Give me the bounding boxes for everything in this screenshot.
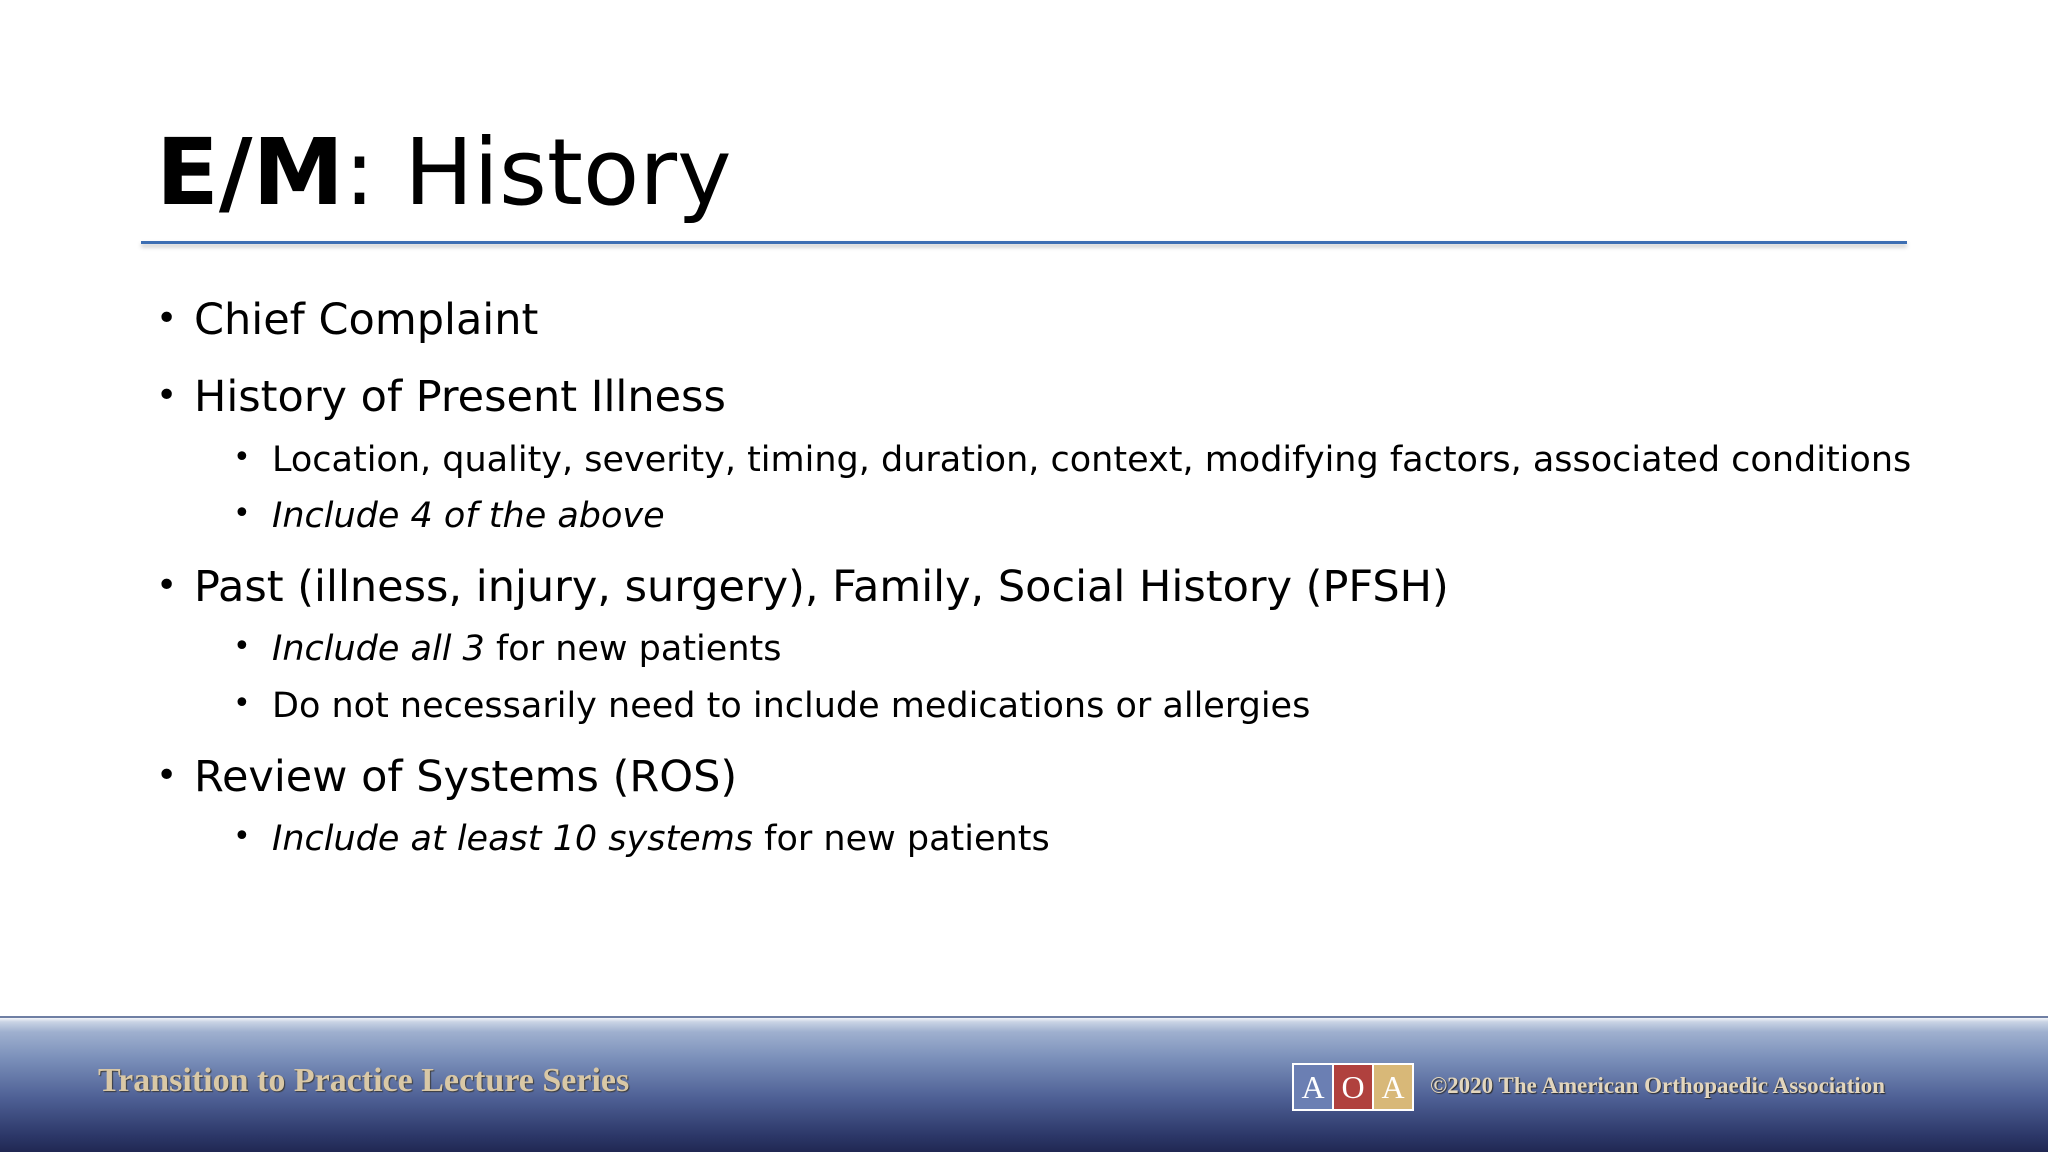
bullet-icon: •: [233, 440, 251, 475]
bullet-text-italic: Include all 3: [272, 629, 485, 669]
aoa-logo: [1292, 1063, 1414, 1111]
bullet-ros: [156, 750, 737, 803]
bullet-text: Review of Systems (ROS): [194, 752, 738, 802]
bullet-icon: •: [233, 819, 251, 854]
logo-letter-o: O: [1334, 1065, 1374, 1109]
sub-bullet-pfsh-medications: [233, 682, 1310, 728]
bullet-icon: •: [156, 755, 178, 796]
bullet-icon: •: [156, 298, 178, 339]
bullet-text: Include 4 of the above: [272, 496, 665, 536]
title-bold: E/M: [156, 119, 344, 226]
sub-bullet-hpi-elements: [233, 436, 1911, 482]
bullet-text: Location, quality, severity, timing, duration, context, modifying factors, associated conditions: [272, 440, 1912, 480]
bullet-hpi: [156, 370, 726, 423]
bullet-pfsh: [156, 560, 1449, 613]
bullet-text: Do not necessarily need to include medications or allergies: [272, 686, 1311, 726]
bullet-icon: •: [156, 565, 178, 606]
sub-bullet-pfsh-include: [233, 625, 781, 671]
bullet-icon: •: [156, 375, 178, 416]
title-divider: [141, 241, 1907, 244]
bullet-text: History of Present Illness: [194, 372, 726, 422]
slide-title: [156, 118, 732, 228]
series-title: Transition to Practice Lecture Series: [98, 1062, 630, 1099]
bullet-icon: •: [233, 496, 251, 531]
logo-letter-a2: A: [1374, 1065, 1412, 1109]
bullet-text-italic: Include at least 10 systems: [272, 819, 754, 859]
sub-bullet-ros-include: [233, 815, 1050, 861]
bullet-chief-complaint: [156, 293, 538, 346]
bullet-text: Chief Complaint: [194, 295, 539, 345]
sub-bullet-hpi-include: [233, 492, 665, 538]
bullet-text: for new patients: [484, 629, 782, 669]
copyright-text: ©2020 The American Orthopaedic Association: [1430, 1073, 1886, 1098]
logo-letter-a1: A: [1294, 1065, 1334, 1109]
bullet-text: Past (illness, injury, surgery), Family, Social History (PFSH): [194, 562, 1449, 612]
bullet-text: for new patients: [753, 819, 1050, 859]
bullet-icon: •: [233, 686, 251, 721]
footer-banner: [0, 1016, 2048, 1152]
bullet-icon: •: [233, 629, 251, 664]
title-rest: : History: [344, 119, 732, 226]
